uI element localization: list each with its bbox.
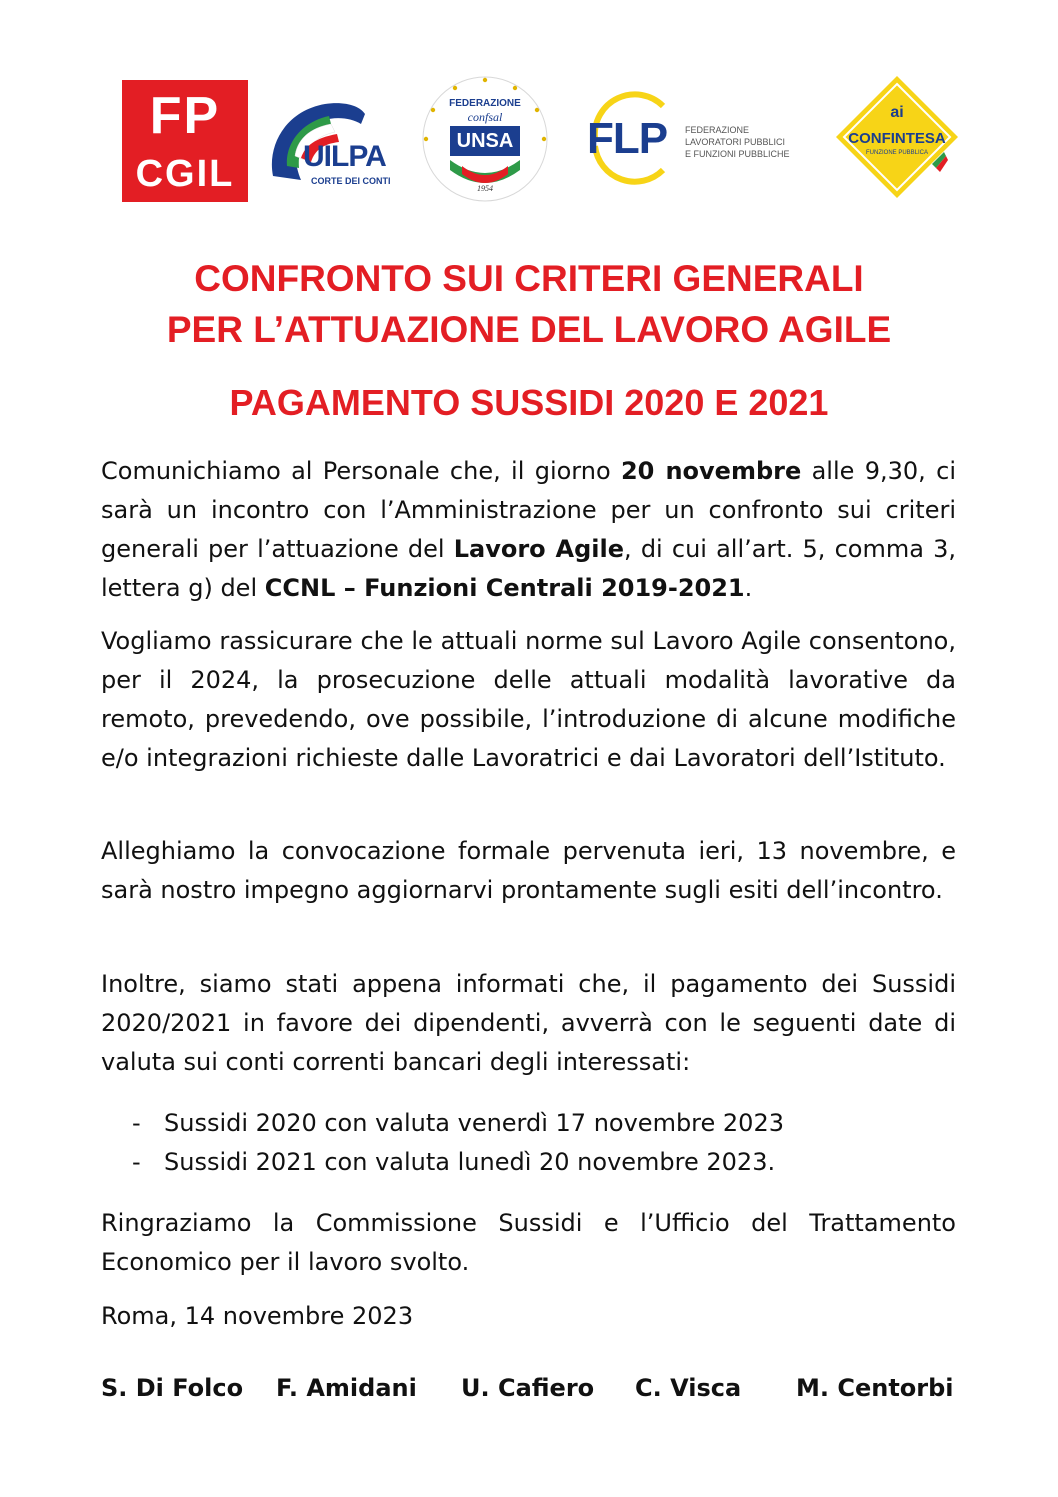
place-date-text: Roma, 14 novembre 2023 [101,1302,414,1330]
uilpa-logo-sub: CORTE DEI CONTI [311,176,391,186]
uilpa-logo [265,96,397,196]
logo-bar [0,60,1058,210]
paragraph-reassure [101,622,956,778]
p1-lavoro-agile-bold: Lavoro Agile [453,535,625,563]
paragraph-thanks-text: Ringraziamo la Commissione Sussidi e l’Ufficio del Trattamento Economico per il lavoro svolto. [101,1209,956,1276]
unsa-name: UNSA [450,126,520,156]
unsa-confsal: confsal [467,110,503,124]
payment-dates-list [132,1104,952,1182]
p1-text-g: . [744,574,753,602]
title-line-3: PAGAMENTO SUSSIDI 2020 E 2021 [229,382,829,423]
p1-text-c: alle 9,30, ci sarà un incontro con l’Amministrazione per un confronto sui criteri generali per l’attuazione del [101,457,956,563]
flp-logo [585,88,825,188]
paragraph-meeting-text [101,452,956,608]
flp-desc-line3: E FUNZIONI PUBBLICHE [685,149,790,159]
svg-text:ai: ai [890,104,904,121]
paragraph-payment-text: Inoltre, siamo stati appena informati che, il pagamento dei Sussidi 2020/2021 in favore dei dipendenti, avverrà con le seguenti date di valuta sui conti correnti bancari degli interessati: [101,970,956,1076]
signatures [101,1374,956,1414]
p1-date-bold: 20 novembre [620,457,802,485]
signature: S. Di Folco [101,1374,244,1402]
p1-text-e: , di cui all’art. 5, comma 3, lettera g) del [101,535,956,602]
list-item [132,1104,952,1143]
unsa-federazione: FEDERAZIONE [449,98,521,109]
list-dash: - [132,1109,141,1137]
fp-cgil-logo-line2: CGIL [135,153,235,195]
title-line-1: CONFRONTO SUI CRITERI GENERALI [194,258,864,299]
signature: M. Centorbi [796,1374,954,1402]
signature: F. Amidani [276,1374,417,1402]
confintesa-name: CONFINTESA [848,130,946,147]
title-line-2: PER L’ATTUAZIONE DEL LAVORO AGILE [166,309,892,350]
unsa-year: 1954 [477,184,493,193]
list-item-text: Sussidi 2020 con valuta venerdì 17 novembre 2023 [164,1109,784,1137]
flp-desc-line1: FEDERAZIONE [685,125,750,135]
list-dash: - [132,1148,141,1176]
fp-cgil-logo-line1: FP [149,87,221,145]
unsa-logo [420,74,550,204]
p1-ccnl-bold: CCNL – Funzioni Centrali 2019-2021 [264,574,745,602]
confintesa-sub: FUNZIONE PUBBLICA [865,150,928,156]
uilpa-logo-text: UILPA [303,140,386,173]
paragraph-reassure-text: Vogliamo rassicurare che le attuali norme sul Lavoro Agile consentono, per il 2024, la prosecuzione delle attuali modalità lavorative da remoto, prevedendo, ove possibile, l’introduzione di alcune modifiche e/o integrazioni richieste dalle Lavoratrici e dai Lavoratori dell’Istituto. [101,627,956,772]
paragraph-thanks [101,1204,956,1282]
signature: C. Visca [635,1374,742,1402]
paragraph-attachment-text: Alleghiamo la convocazione formale pervenuta ieri, 13 novembre, e sarà nostro impegno aggiornarvi prontamente sugli esiti dell’incontro. [101,837,956,904]
flp-desc-line2: LAVORATORI PUBBLICI [685,137,786,147]
paragraph-attachment [101,832,956,910]
confintesa-logo [832,72,962,202]
list-item-text: Sussidi 2021 con valuta lunedì 20 novembre 2023. [164,1148,776,1176]
place-date [101,1297,956,1336]
p1-text-a: Comunichiamo al Personale che, il giorno [101,457,621,485]
fp-cgil-logo [122,80,248,202]
list-item [132,1143,952,1182]
flp-name: FLP [587,114,668,163]
paragraph-payment [101,965,956,1082]
paragraph-meeting [101,452,956,608]
flp-description [685,124,790,160]
signature: U. Cafiero [461,1374,595,1402]
